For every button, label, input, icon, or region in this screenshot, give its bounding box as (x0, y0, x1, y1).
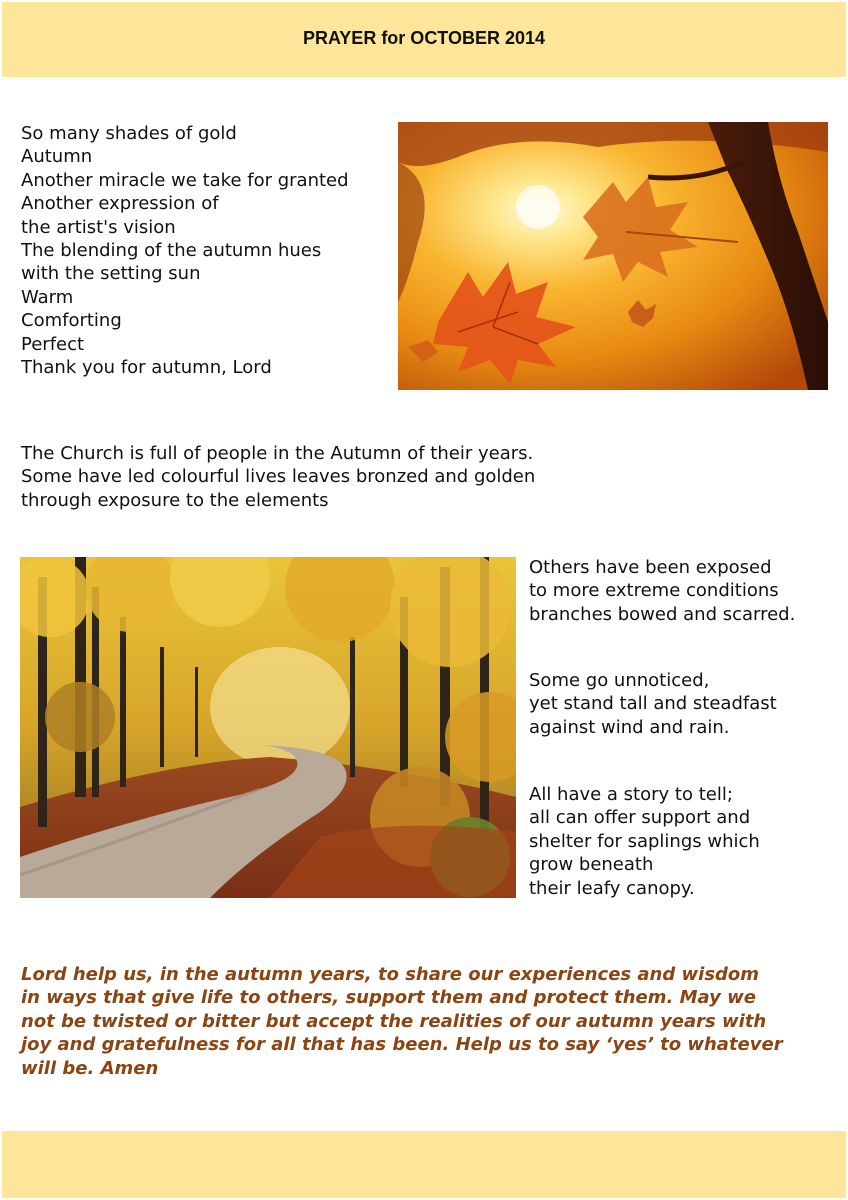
page-title: PRAYER for OCTOBER 2014 (302, 28, 546, 48)
autumn-leaves-photo (398, 122, 828, 390)
poem-line: Comforting (21, 310, 122, 332)
side-line: Others have been exposed (529, 557, 772, 578)
prayer-line: will be. Amen (21, 1057, 159, 1079)
prayer-line: not be twisted or bitter but accept the realities of our autumn years with (21, 1010, 767, 1032)
side-line: to more extreme conditions (529, 580, 779, 602)
poem-line: The blending of the autumn hues (21, 240, 322, 262)
intro-line: Some have led colourful lives leaves bronzed and golden (21, 466, 536, 488)
intro-line: through exposure to the elements (21, 489, 329, 511)
closing-prayer (21, 963, 836, 1080)
poem-line: Thank you for autumn, Lord (21, 357, 272, 379)
intro-paragraph (21, 442, 535, 512)
poem-line: Autumn (21, 146, 93, 168)
side-line: branches bowed and scarred. (529, 603, 796, 625)
poem-line: So many shades of gold (21, 123, 237, 144)
side-paragraph (529, 556, 795, 626)
prayer-line: joy and gratefulness for all that has been. Help us to say ‘yes’ to whatever (21, 1034, 783, 1056)
poem-line: Another miracle we take for granted (21, 169, 349, 191)
side-line: against wind and rain. (529, 716, 730, 738)
side-paragraph (529, 669, 777, 739)
autumn-forest-road-photo (20, 557, 516, 898)
poem-line: Perfect (21, 333, 85, 355)
poem-line: the artist's vision (21, 216, 176, 238)
intro-line: The Church is full of people in the Autumn of their years. (21, 443, 534, 464)
footer-band (2, 1131, 846, 1198)
side-paragraph (529, 783, 760, 900)
poem-line: Warm (21, 286, 74, 308)
side-line: their leafy canopy. (529, 877, 695, 899)
side-line: yet stand tall and steadfast (529, 693, 777, 715)
side-line: all can offer support and (529, 807, 751, 829)
side-line: Some go unnoticed, (529, 670, 710, 691)
poem-line: with the setting sun (21, 263, 201, 285)
side-line: grow beneath (529, 854, 654, 876)
side-line: shelter for saplings which (529, 830, 760, 852)
prayer-line: Lord help us, in the autumn years, to share our experiences and wisdom (21, 964, 760, 985)
side-line: All have a story to tell; (529, 784, 733, 805)
poem (21, 122, 349, 379)
prayer-line: in ways that give life to others, support them and protect them. May we (21, 987, 756, 1009)
poem-line: Another expression of (21, 193, 219, 215)
